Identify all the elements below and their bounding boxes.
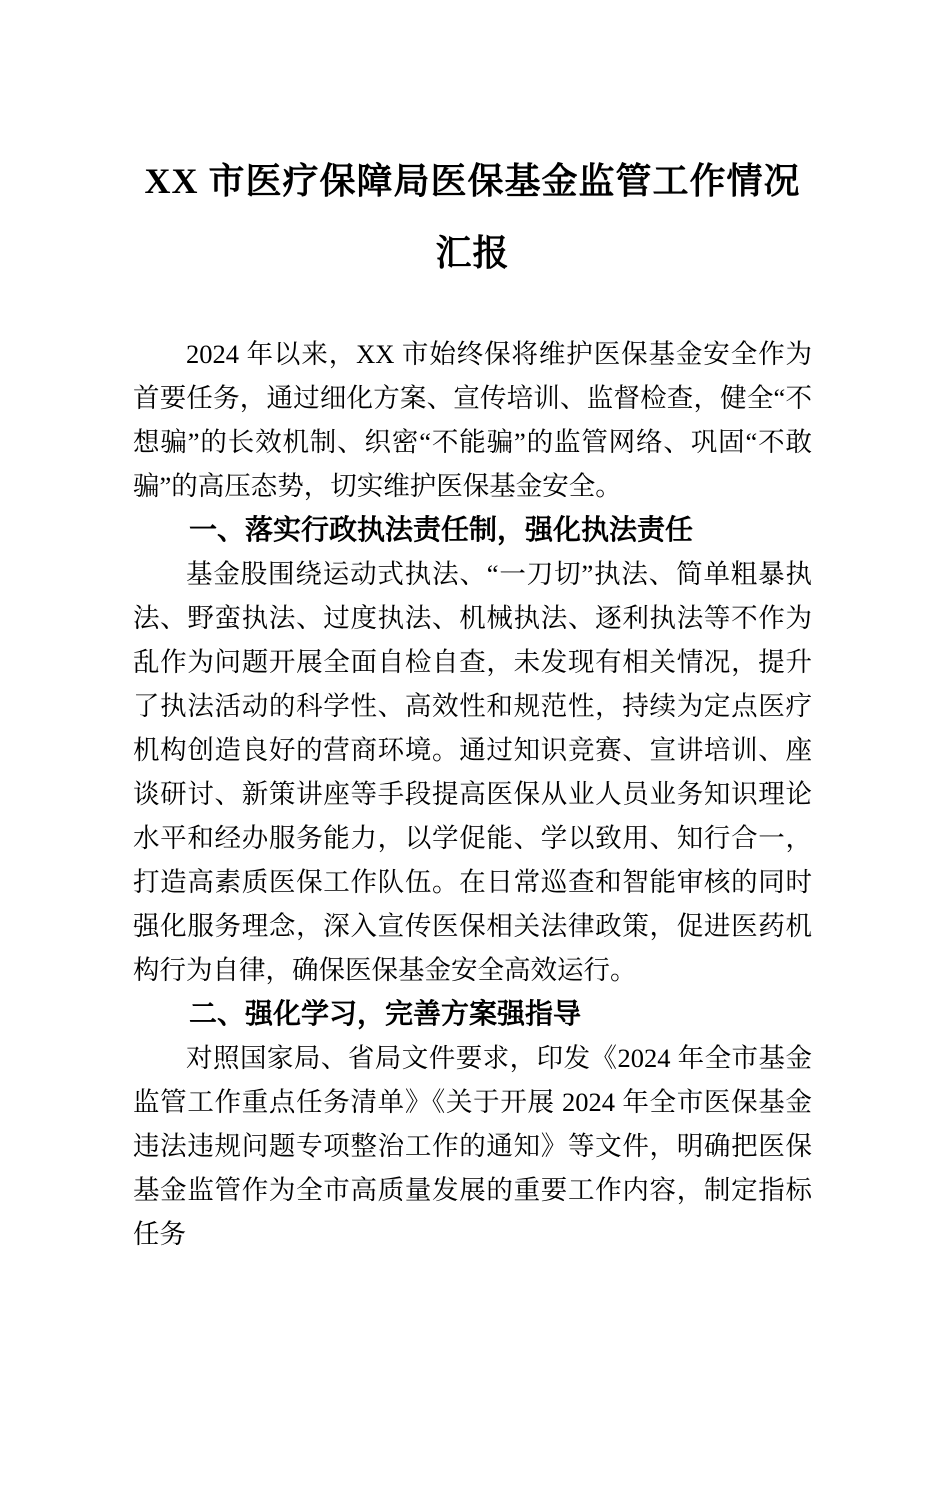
document-content [133,145,812,1256]
section-2-paragraph: 对照国家局、省局文件要求，印发《2024 年全市基金监管工作重点任务清单》《关于开展 2024 年全市医保基金违法违规问题专项整治工作的通知》等文件，明确把医保基金监管作为全市高质量发展的重要工作内容，制定指标任务 [133,1043,812,1249]
document-page [0,145,950,1489]
section-1-heading: 一、落实行政执法责任制，强化执法责任 [189,514,694,545]
intro-paragraph: 2024 年以来，XX 市始终保将维护医保基金安全作为首要任务，通过细化方案、宣传培训、监督检查，健全“不想骗”的长效机制、织密“不能骗”的监管网络、巩固“不敢骗”的高压态势，切实维护医保基金安全。 [133,339,812,501]
document-title: XX 市医疗保障局医保基金监管工作情况汇报 [144,161,801,273]
section-1-paragraph: 基金股围绕运动式执法、“一刀切”执法、简单粗暴执法、野蛮执法、过度执法、机械执法、逐利执法等不作为乱作为问题开展全面自检自查，未发现有相关情况，提升了执法活动的科学性、高效性和规范性，持续为定点医疗机构创造良好的营商环境。通过知识竞赛、宣讲培训、座谈研讨、新策讲座等手段提高医保从业人员业务知识理论水平和经办服务能力，以学促能、学以致用、知行合一，打造高素质医保工作队伍。在日常巡查和智能审核的同时强化服务理念，深入宣传医保相关法律政策，促进医药机构行为自律，确保医保基金安全高效运行。 [133,559,812,985]
section-2-heading: 二、强化学习，完善方案强指导 [189,998,582,1029]
